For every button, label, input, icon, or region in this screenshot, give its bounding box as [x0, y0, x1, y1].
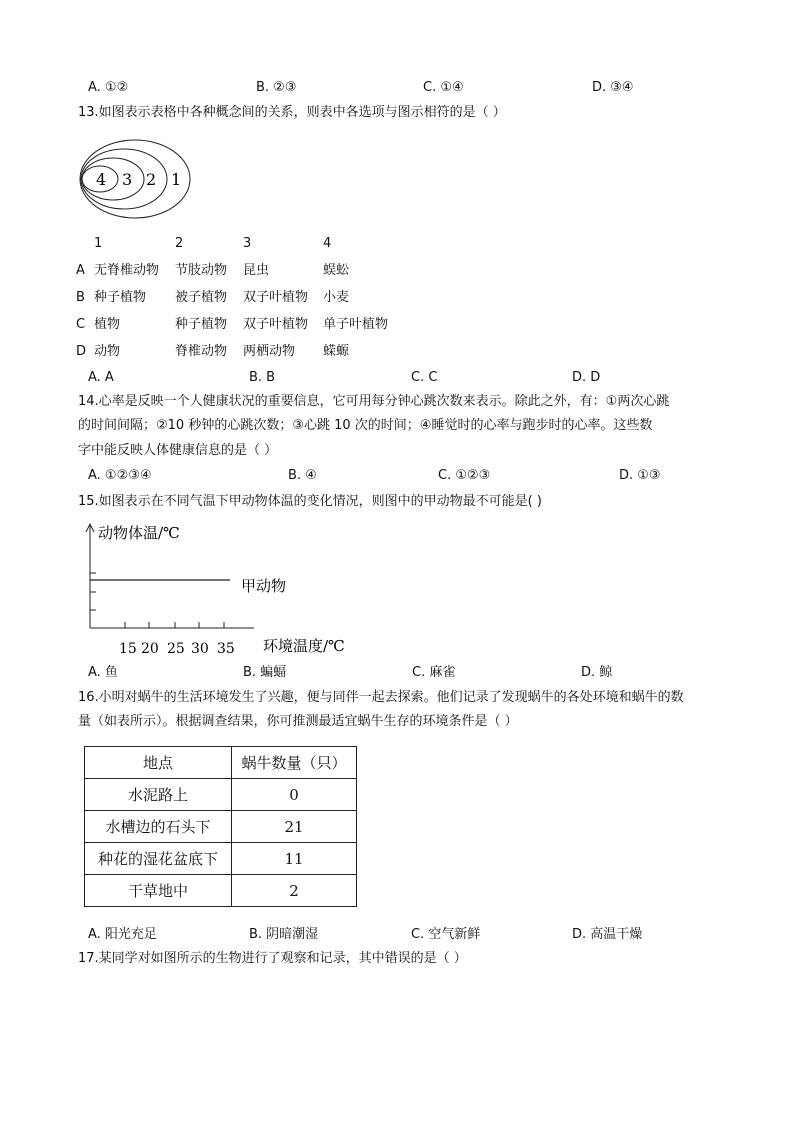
q13-option-a: A. A	[88, 370, 114, 385]
q13-nested-ellipses-diagram	[78, 136, 193, 222]
q13-cell: 种子植物	[175, 317, 228, 332]
q13-option-b: B. B	[249, 370, 276, 385]
q12-option-a: A. ①②	[88, 80, 129, 95]
cell-count: 2	[232, 875, 357, 907]
q13-row-label: B	[76, 290, 85, 305]
q16-option-d: D. 高温干燥	[572, 927, 643, 942]
q15-option-d: D. 鲸	[581, 665, 613, 680]
q13-col-2: 2	[175, 236, 184, 251]
q14-stem-line-2: 的时间间隔；②10 秒钟的心跳次数；③心跳 10 次的时间；④睡觉时的心率与跑步时的心率。这些数	[78, 418, 653, 433]
q13-cell: 脊椎动物	[175, 344, 228, 359]
q13-cell: 单子叶植物	[323, 317, 389, 332]
q12-option-c: C. ①④	[423, 80, 464, 95]
q12-option-d: D. ③④	[592, 80, 634, 95]
cell-count: 21	[232, 811, 357, 843]
q13-cell: 节肢动物	[175, 263, 228, 278]
table-row	[85, 843, 357, 875]
q13-col-4: 4	[323, 236, 332, 251]
table-header-row	[85, 747, 357, 779]
q16-stem-line-2: 量（如表所示）。根据调查结果，你可推测最适宜蜗牛生存的环境条件是（ ）	[78, 714, 518, 729]
q14-stem-line-1: 14.心率是反映一个人健康状况的重要信息，它可用每分钟心跳次数来表示。除此之外，有：①两次心跳	[78, 394, 670, 409]
q13-cell: 双子叶植物	[243, 317, 309, 332]
q16-option-a: A. 阳光充足	[88, 927, 157, 942]
q16-option-c: C. 空气新鲜	[411, 927, 481, 942]
q13-cell: 小麦	[323, 290, 350, 305]
x-tick-label: 35	[217, 641, 235, 657]
q15-stem: 15.如图表示在不同气温下甲动物体温的变化情况，则图中的甲动物最不可能是( )	[78, 494, 542, 509]
q13-cell: 动物	[94, 344, 121, 359]
label-2: 2	[146, 170, 157, 189]
q15-temperature-chart	[78, 520, 368, 660]
x-tick-label: 25	[167, 641, 185, 657]
x-axis-label: 环境温度/℃	[263, 637, 345, 655]
q13-stem: 13.如图表示表格中各种概念间的关系，则表中各选项与图示相符的是（ ）	[78, 105, 506, 120]
q13-row-label: D	[76, 344, 87, 359]
q13-cell: 植物	[94, 317, 121, 332]
q14-option-b: B. ④	[288, 468, 317, 483]
q13-cell: 两栖动物	[243, 344, 296, 359]
cell-count: 0	[232, 779, 357, 811]
q13-cell: 被子植物	[175, 290, 228, 305]
q14-option-d: D. ①③	[619, 468, 661, 483]
q14-stem-line-3: 字中能反映人体健康信息的是（ ）	[78, 443, 278, 458]
q13-cell: 昆虫	[243, 263, 270, 278]
label-1: 1	[171, 170, 182, 189]
cell-location: 干草地中	[85, 875, 232, 907]
ellipse-3	[82, 158, 144, 200]
cell-count: 11	[232, 843, 357, 875]
q13-cell: 双子叶植物	[243, 290, 309, 305]
q13-cell: 种子植物	[94, 290, 147, 305]
series-label-jia: 甲动物	[241, 577, 287, 595]
table-row	[85, 875, 357, 907]
q14-option-a: A. ①②③④	[88, 468, 152, 483]
q14-option-c: C. ①②③	[438, 468, 491, 483]
q13-row-label: A	[76, 263, 85, 278]
x-tick-label: 15	[119, 641, 137, 657]
q12-option-b: B. ②③	[256, 80, 297, 95]
q15-option-a: A. 鱼	[88, 665, 118, 680]
x-tick-label: 20	[141, 641, 159, 657]
cell-location: 水槽边的石头下	[85, 811, 232, 843]
q15-option-b: B. 蝙蝠	[243, 665, 287, 680]
x-tick-label: 30	[191, 641, 209, 657]
table-row	[85, 779, 357, 811]
cell-location: 种花的湿花盆底下	[85, 843, 232, 875]
q13-cell: 蜈蚣	[323, 263, 350, 278]
cell-location: 水泥路上	[85, 779, 232, 811]
q16-option-b: B. 阴暗潮湿	[249, 927, 319, 942]
label-4: 4	[96, 170, 107, 189]
q16-snail-survey-table	[84, 746, 357, 907]
table-row	[85, 811, 357, 843]
q13-option-c: C. C	[411, 370, 438, 385]
y-axis-label: 动物体温/℃	[98, 524, 180, 542]
q17-stem: 17.某同学对如图所示的生物进行了观察和记录，其中错误的是（ ）	[78, 951, 467, 966]
q15-option-c: C. 麻雀	[412, 665, 456, 680]
q13-col-3: 3	[243, 236, 252, 251]
q13-row-label: C	[76, 317, 86, 332]
q13-cell: 无脊椎动物	[94, 263, 160, 278]
header-snail-count: 蜗牛数量（只）	[232, 747, 357, 779]
header-location: 地点	[85, 747, 232, 779]
label-3: 3	[122, 170, 133, 189]
q13-option-d: D. D	[572, 370, 601, 385]
q13-cell: 蝾螈	[323, 344, 350, 359]
q13-col-1: 1	[94, 236, 103, 251]
q16-stem-line-1: 16.小明对蜗牛的生活环境发生了兴趣，便与同伴一起去探索。他们记录了发现蜗牛的各处环境和蜗牛的数	[78, 690, 684, 705]
